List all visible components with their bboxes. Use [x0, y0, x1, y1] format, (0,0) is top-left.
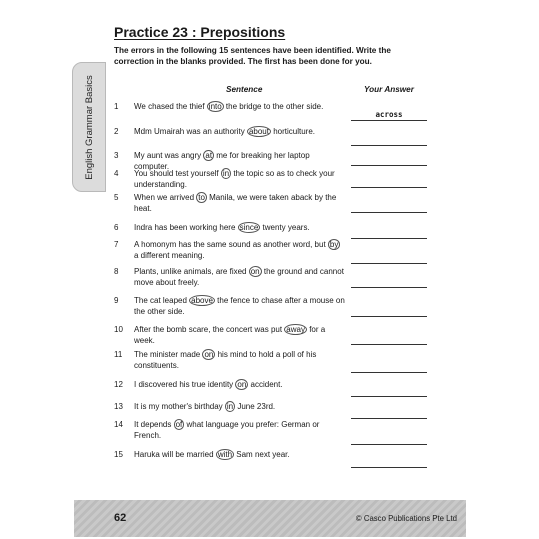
circled-preposition: away	[286, 325, 305, 334]
answer-blank[interactable]	[351, 372, 427, 373]
sentence-number: 15	[114, 450, 123, 459]
sentence-text	[134, 325, 346, 346]
sentence-text-after: the bridge to the other side.	[223, 102, 324, 111]
circled-preposition: into	[208, 102, 222, 111]
sentence-text	[134, 127, 346, 138]
answer-blank[interactable]	[351, 467, 427, 468]
sentence-text-before: You should test yourself	[134, 169, 221, 178]
sentence-number: 10	[114, 325, 123, 334]
sentence-text-before: Haruka will be married	[134, 450, 216, 459]
answer-blank[interactable]	[351, 212, 427, 213]
sentence-number: 5	[114, 193, 119, 202]
sentence-text-before: Indra has been working here	[134, 223, 238, 232]
circled-preposition: on	[250, 267, 260, 276]
answer-blank[interactable]	[351, 120, 427, 121]
sentence-text-before: It depends	[134, 420, 174, 429]
circled-preposition: on	[204, 350, 214, 359]
circled-preposition: with	[217, 450, 233, 459]
sentence-text	[134, 450, 346, 461]
answer-blank[interactable]	[351, 165, 427, 166]
sentence-text	[134, 402, 346, 413]
sentence-text-after: a different meaning.	[134, 250, 205, 260]
answer-blank[interactable]	[351, 238, 427, 239]
sentence-text-before: When we arrived	[134, 193, 197, 202]
sentence-number: 2	[114, 127, 119, 136]
answer-column-header: Your Answer	[364, 85, 414, 94]
sentence-text	[134, 350, 346, 371]
circled-preposition: by	[329, 240, 339, 249]
sentence-text-before: The minister made	[134, 350, 203, 359]
circled-preposition: to	[198, 193, 205, 202]
sentence-text-after: Manila, we were taken aback by the heat.	[134, 193, 337, 213]
circled-preposition: in	[226, 402, 234, 411]
sentence-number: 7	[114, 240, 119, 249]
answer-blank[interactable]	[351, 187, 427, 188]
sentence-text	[134, 420, 346, 441]
answer-blank[interactable]	[351, 418, 427, 419]
sentence-text-before: My aunt was angry	[134, 151, 204, 160]
sentence-number: 8	[114, 267, 119, 276]
sentence-column-header: Sentence	[226, 85, 263, 94]
sentence-text-after: the fence to chase after a mouse on the other side.	[134, 296, 345, 316]
sentence-text	[134, 267, 346, 288]
sentence-number: 14	[114, 420, 123, 429]
sentence-text-after: for a week.	[134, 325, 326, 345]
sentence-text-after: the ground and cannot move about freely.	[134, 267, 344, 287]
sentence-number: 6	[114, 223, 119, 232]
sentence-text-after: twenty years.	[260, 223, 310, 232]
circled-preposition: on	[237, 380, 247, 389]
answer-blank[interactable]	[351, 316, 427, 317]
circled-preposition: about	[248, 127, 269, 136]
side-tab-label: English Grammar Basics	[83, 74, 95, 180]
sentence-number: 1	[114, 102, 119, 111]
sentence-text-before: Plants, unlike animals, are fixed	[134, 267, 249, 276]
sentence-text-before: Mdm Umairah was an authority	[134, 127, 247, 136]
copyright: © Casco Publications Pte Ltd	[355, 514, 457, 523]
sentence-text	[134, 169, 346, 190]
sentence-number: 3	[114, 151, 119, 160]
circled-preposition: of	[175, 420, 183, 429]
sentence-number: 12	[114, 380, 123, 389]
circled-preposition: above	[191, 296, 213, 305]
page-title: Practice 23 : Prepositions	[114, 24, 286, 40]
sentence-text	[134, 102, 346, 113]
sentence-text-after: accident.	[248, 380, 283, 389]
sentence-text-after: June 23rd.	[235, 402, 276, 411]
sentence-text-after: Sam next year.	[234, 450, 290, 459]
side-tab	[72, 62, 106, 192]
sentence-text-after: the topic so as to check your understanding.	[134, 169, 335, 189]
sentence-number: 4	[114, 169, 119, 178]
sentence-text-before: I discovered his true identity	[134, 380, 236, 389]
answer-blank[interactable]	[351, 287, 427, 288]
page-number: 62	[114, 512, 127, 524]
sentence-text-after: horticulture.	[270, 127, 315, 136]
sentence-text-before: The cat leaped	[134, 296, 190, 305]
circled-preposition: at	[205, 151, 213, 160]
sentence-text-after: me for breaking her laptop computer.	[134, 151, 310, 171]
sentence-text	[134, 380, 346, 391]
answer-blank[interactable]	[351, 396, 427, 397]
sentence-text	[134, 296, 346, 317]
sentence-number: 13	[114, 402, 123, 411]
sentence-text-before: It is my mother's birthday	[134, 402, 225, 411]
answer-blank[interactable]	[351, 444, 427, 445]
answer-blank[interactable]	[351, 145, 427, 146]
sentence-text	[134, 193, 346, 214]
circled-preposition: since	[239, 223, 259, 232]
sentence-number: 11	[114, 350, 123, 359]
sentence-text	[134, 240, 346, 261]
sentence-text-before: After the bomb scare, the concert was put	[134, 325, 285, 334]
sentence-text-after: his mind to hold a poll of his constituents.	[134, 350, 317, 370]
sentence-text-before: A homonym has the same sound as another word, but	[134, 240, 328, 249]
circled-preposition: in	[222, 169, 230, 178]
answer-blank[interactable]	[351, 263, 427, 264]
sentence-text	[134, 223, 346, 234]
instructions: The errors in the following 15 sentences have been identified. Write the correction in the blanks provided. The first has been done for you.	[114, 46, 391, 66]
sentence-text-after: what language you prefer: German or French.	[134, 420, 320, 440]
sentence-number: 9	[114, 296, 119, 305]
example-answer: across	[375, 110, 403, 119]
answer-blank[interactable]	[351, 344, 427, 345]
sentence-text-before: We chased the thief	[134, 102, 207, 111]
